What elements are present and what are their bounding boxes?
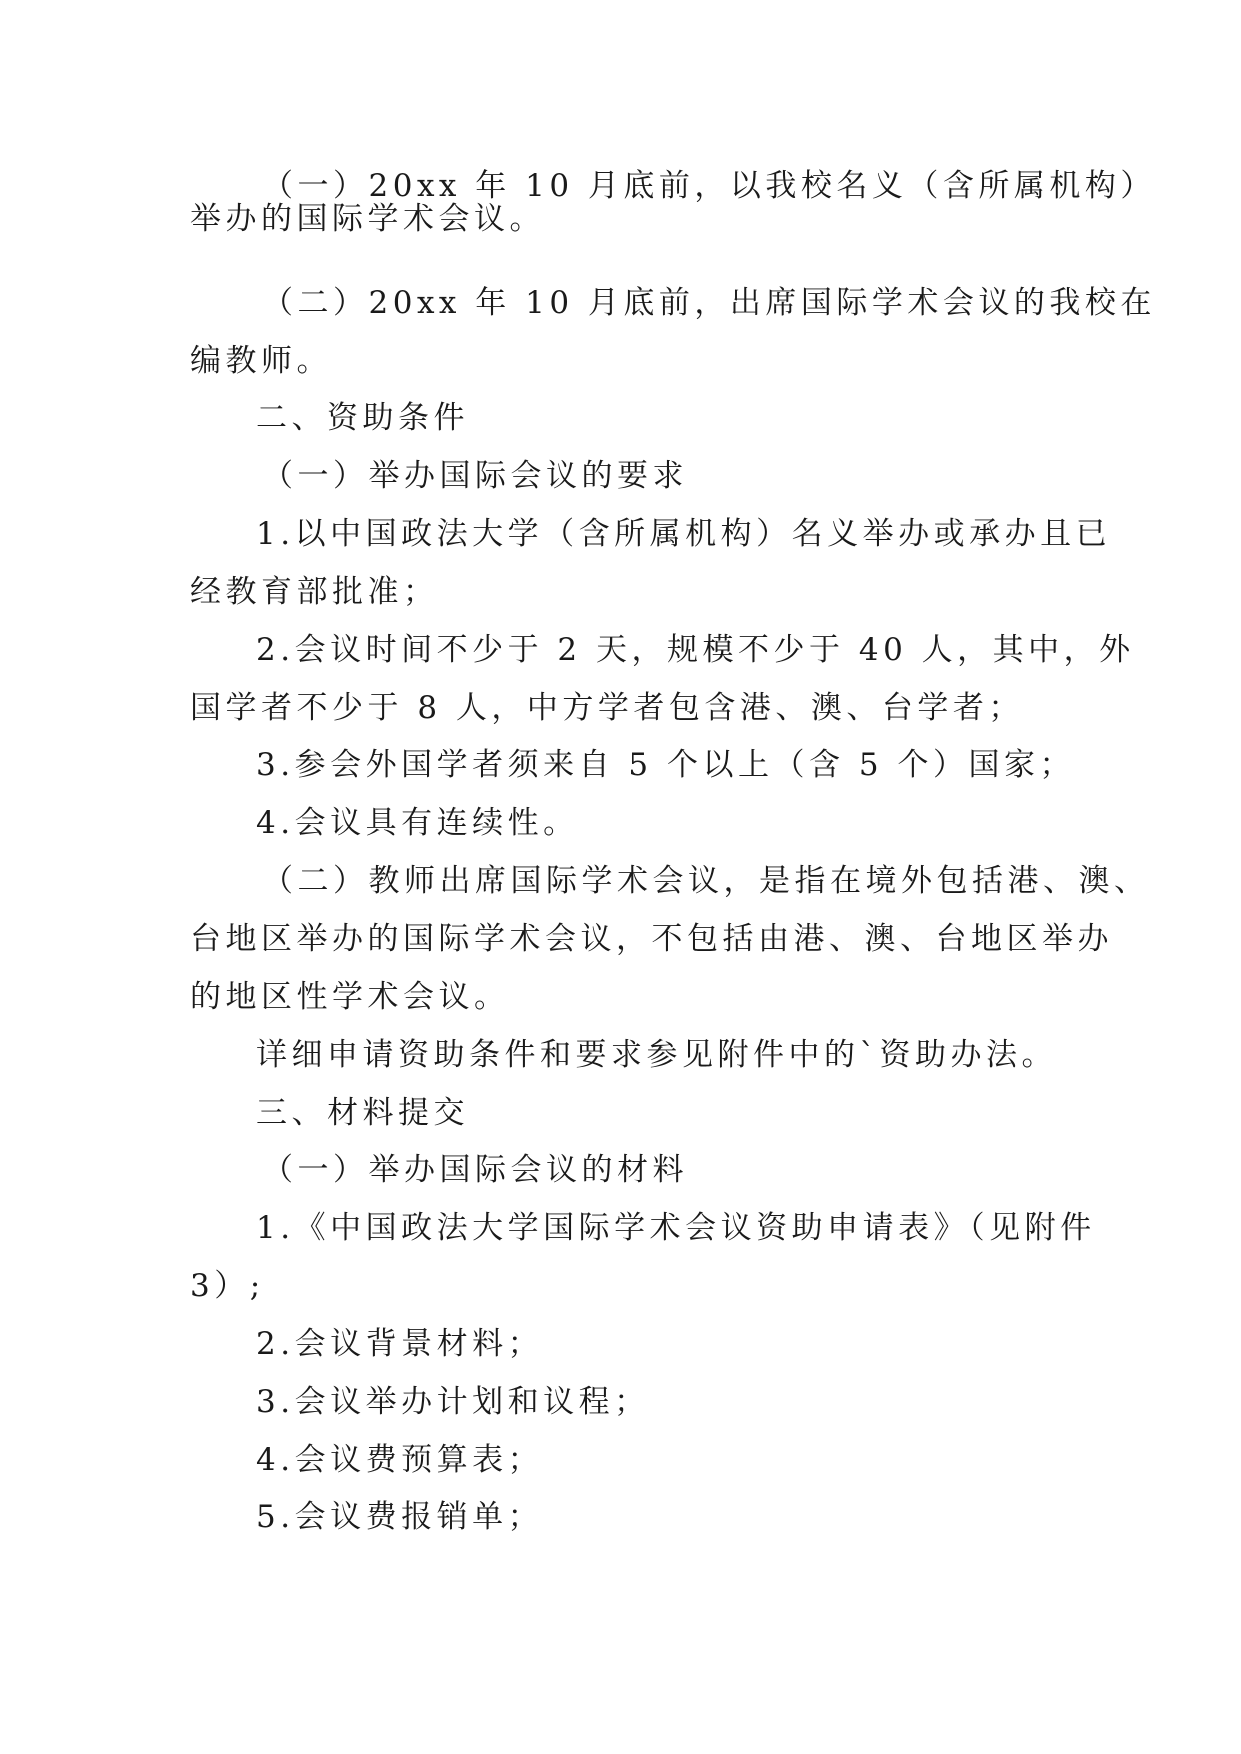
paragraph-line: （一）20xx 年 10 月底前，以我校名义（含所属机构） (262, 168, 1156, 204)
paragraph-line: 详细申请资助条件和要求参见附件中的`资助办法。 (256, 1037, 1057, 1073)
paragraph-line: 4.会议费预算表； (256, 1442, 544, 1478)
paragraph-line: 3.参会外国学者须来自 5 个以上（含 5 个）国家； (256, 747, 1075, 783)
paragraph-line: 的地区性学术会议。 (190, 979, 510, 1015)
paragraph-line: 2.会议背景材料； (256, 1326, 544, 1362)
paragraph-line: 国学者不少于 8 人，中方学者包含港、澳、台学者； (190, 690, 1024, 726)
section-heading: 二、资助条件 (256, 400, 469, 436)
paragraph-line: 3）; (190, 1268, 265, 1304)
paragraph-line: 编教师。 (190, 343, 332, 379)
subsection-heading: （一）举办国际会议的要求 (262, 458, 688, 494)
paragraph-line: 5.会议费报销单； (256, 1499, 544, 1535)
paragraph-line: （二）教师出席国际学术会议，是指在境外包括港、澳、 (262, 863, 1150, 899)
section-heading: 三、材料提交 (256, 1095, 469, 1131)
paragraph-line: （二）20xx 年 10 月底前，出席国际学术会议的我校在 (262, 285, 1156, 321)
paragraph-line: 经教育部批准； (190, 574, 439, 610)
paragraph-line: 1.《中国政法大学国际学术会议资助申请表》（见附件 (256, 1210, 1096, 1246)
paragraph-line: 2.会议时间不少于 2 天，规模不少于 40 人，其中，外 (256, 632, 1135, 668)
paragraph-line: 1.以中国政法大学（含所属机构）名义举办或承办且已 (256, 516, 1112, 552)
paragraph-line: 3.会议举办计划和议程； (256, 1384, 650, 1420)
paragraph-line: 4.会议具有连续性。 (256, 805, 579, 841)
subsection-heading: （一）举办国际会议的材料 (262, 1152, 688, 1188)
paragraph-line: 举办的国际学术会议。 (190, 201, 545, 237)
paragraph-line: 台地区举办的国际学术会议，不包括由港、澳、台地区举办 (190, 921, 1113, 957)
